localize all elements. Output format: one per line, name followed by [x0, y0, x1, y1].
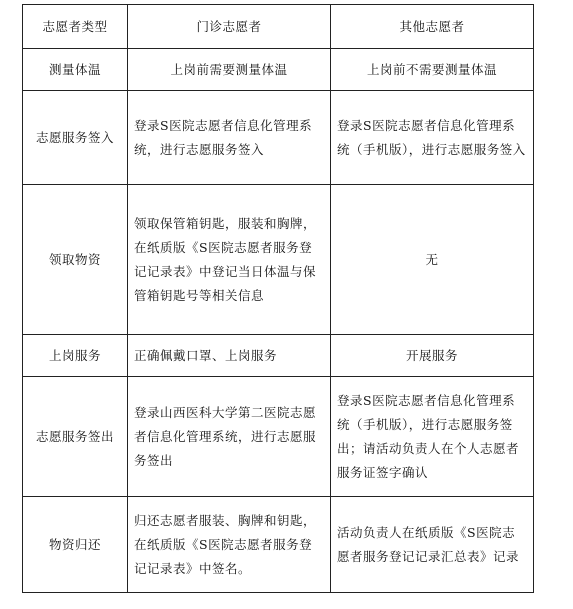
row-clinic: 领取保管箱钥匙，服装和胸牌，在纸质版《S医院志愿者服务登记记录表》中登记当日体温与保管箱钥匙号等相关信息 — [128, 185, 331, 335]
row-clinic: 上岗前需要测量体温 — [128, 49, 331, 91]
volunteer-process-table — [22, 4, 534, 593]
row-type: 志愿服务签入 — [23, 91, 128, 185]
row-type: 物资归还 — [23, 497, 128, 593]
header-clinic-volunteer: 门诊志愿者 — [128, 5, 331, 49]
table-row — [23, 497, 534, 593]
row-clinic: 登录山西医科大学第二医院志愿者信息化管理系统，进行志愿服务签出 — [128, 377, 331, 497]
row-type: 上岗服务 — [23, 335, 128, 377]
row-other: 开展服务 — [331, 335, 534, 377]
row-other: 无 — [331, 185, 534, 335]
row-clinic: 正确佩戴口罩、上岗服务 — [128, 335, 331, 377]
row-type: 测量体温 — [23, 49, 128, 91]
table-row — [23, 91, 534, 185]
table-row — [23, 377, 534, 497]
row-other: 上岗前不需要测量体温 — [331, 49, 534, 91]
table-row — [23, 335, 534, 377]
table-row — [23, 185, 534, 335]
row-other: 登录S医院志愿者信息化管理系统（手机版），进行志愿服务签出；请活动负责人在个人志愿者服务证签字确认 — [331, 377, 534, 497]
table-header-row — [23, 5, 534, 49]
header-volunteer-type: 志愿者类型 — [23, 5, 128, 49]
row-other: 登录S医院志愿者信息化管理系统（手机版），进行志愿服务签入 — [331, 91, 534, 185]
row-type: 志愿服务签出 — [23, 377, 128, 497]
table-row — [23, 49, 534, 91]
row-type: 领取物资 — [23, 185, 128, 335]
header-other-volunteer: 其他志愿者 — [331, 5, 534, 49]
row-clinic: 归还志愿者服装、胸牌和钥匙，在纸质版《S医院志愿者服务登记记录表》中签名。 — [128, 497, 331, 593]
row-clinic: 登录S医院志愿者信息化管理系统，进行志愿服务签入 — [128, 91, 331, 185]
row-other: 活动负责人在纸质版《S医院志愿者服务登记记录汇总表》记录 — [331, 497, 534, 593]
